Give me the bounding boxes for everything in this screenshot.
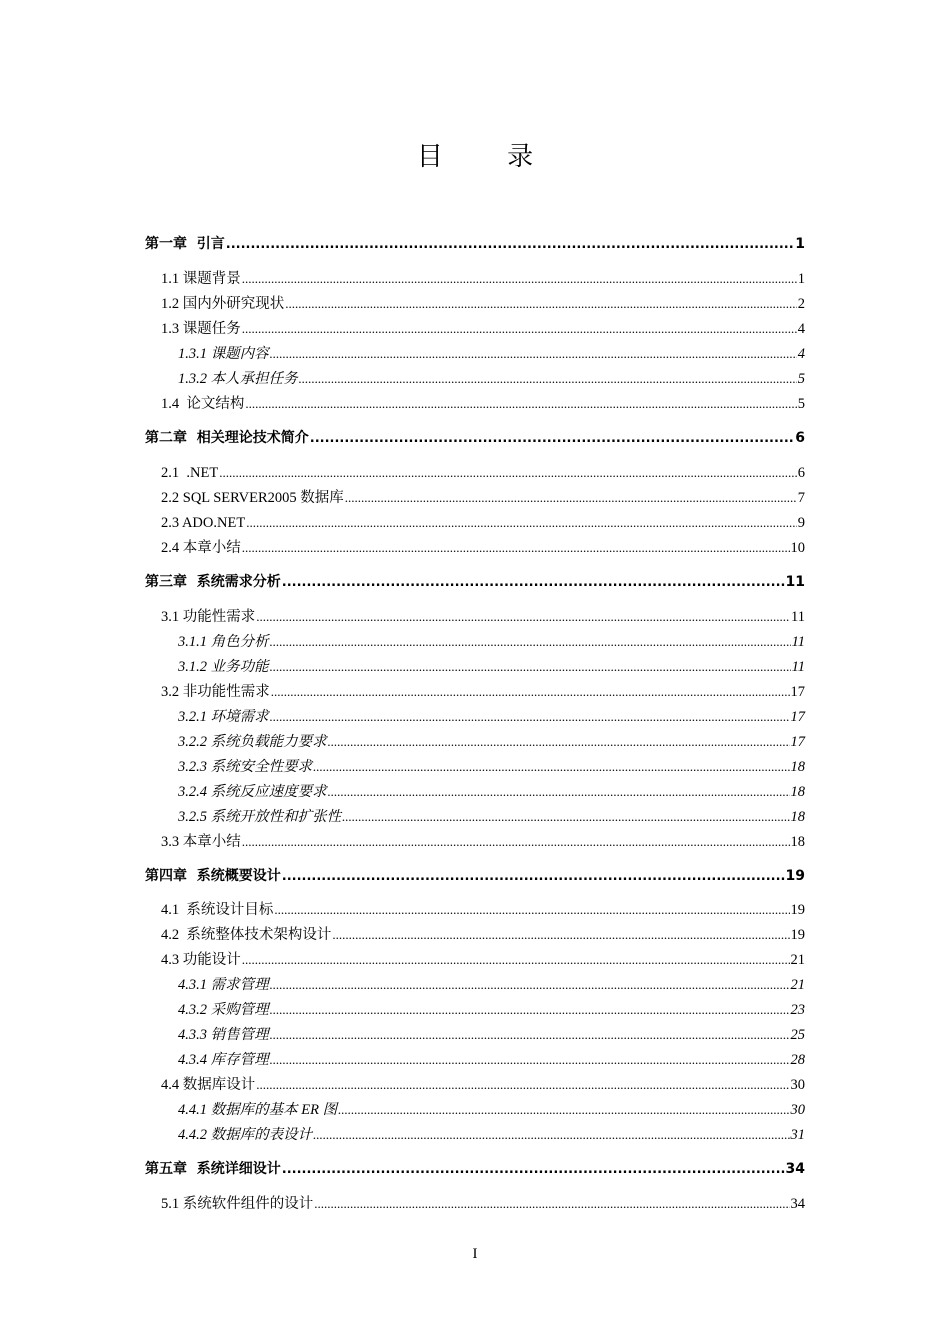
toc-entry-page: 9 [797,515,805,531]
toc-section-entry[interactable] [161,681,805,703]
toc-entry-page: 18 [790,759,805,775]
toc-leader-dots [270,631,791,653]
toc-subsection-entry[interactable] [178,731,805,753]
toc-leader-dots [242,831,790,853]
toc-entry-label: 3.2.5 系统开放性和扩张性 [178,809,342,825]
toc-subsection-entry[interactable] [178,1124,805,1146]
toc-leader-dots [245,393,796,415]
toc-leader-dots [271,681,790,703]
toc-section-entry[interactable] [161,949,805,971]
toc-entry-label: 2.2 SQL SERVER2005 数据库 [161,490,344,506]
toc-entry-page: 19 [790,927,805,943]
toc-subsection-entry[interactable] [178,631,805,653]
toc-section-entry[interactable] [161,393,805,415]
toc-entry-label: 1.3.1 课题内容 [178,346,269,362]
toc-entry-page: 1 [795,236,805,252]
toc-entry-page: 11 [791,659,805,675]
toc-chapter-entry[interactable] [145,1158,805,1180]
toc-entry-label: 1.3.2 本人承担任务 [178,371,298,387]
toc-entry-page: 30 [790,1077,805,1093]
toc-entry-page: 18 [790,834,805,850]
toc-leader-dots [282,572,785,594]
toc-leader-dots [338,1099,789,1121]
toc-entry-label: 3.2.3 系统安全性要求 [178,759,313,775]
toc-chapter-entry[interactable] [145,865,805,887]
toc-entry-label: 1.1 课题背景 [161,271,241,287]
toc-section-entry[interactable] [161,537,805,559]
toc-entry-label: 第四章 系统概要设计 [145,868,281,884]
toc-entry-page: 25 [790,1027,805,1043]
toc-entry-label: 2.3 ADO.NET [161,515,246,531]
toc-leader-dots [270,999,790,1021]
toc-entry-label: 3.3 本章小结 [161,834,241,850]
toc-leader-dots [270,1024,790,1046]
toc-leader-dots [313,1124,789,1146]
toc-entry-page: 11 [785,574,805,590]
toc-section-entry[interactable] [161,293,805,315]
toc-entry-page: 2 [797,296,805,312]
document-title: 目 录 [416,142,562,172]
toc-entry-page: 19 [785,868,805,884]
toc-leader-dots [226,234,795,256]
page-number: I [472,1246,478,1262]
toc-entry-page: 31 [790,1127,805,1143]
toc-entry-label: 4.3.2 采购管理 [178,1002,269,1018]
toc-subsection-entry[interactable] [178,974,805,996]
toc-entry-label: 3.2.4 系统反应速度要求 [178,784,327,800]
toc-entry-page: 11 [791,634,805,650]
toc-leader-dots [270,343,797,365]
toc-leader-dots [313,756,789,778]
toc-section-entry[interactable] [161,318,805,340]
toc-entry-page: 34 [785,1161,805,1177]
toc-leader-dots [242,949,790,971]
toc-entry-label: 2.4 本章小结 [161,540,241,556]
toc-entry-page: 17 [790,734,805,750]
toc-entry-page: 19 [790,902,805,918]
toc-subsection-entry[interactable] [178,656,805,678]
toc-subsection-entry[interactable] [178,1099,805,1121]
toc-entry-page: 17 [790,684,805,700]
toc-section-entry[interactable] [161,606,805,628]
toc-leader-dots [332,924,789,946]
toc-subsection-entry[interactable] [178,806,805,828]
toc-entry-label: 4.2 系统整体技术架构设计 [161,927,332,943]
toc-subsection-entry[interactable] [178,368,805,390]
toc-entry-page: 18 [790,809,805,825]
toc-leader-dots [282,1159,785,1181]
toc-entry-label: 3.2.2 系统负载能力要求 [178,734,327,750]
toc-entry-page: 23 [790,1002,805,1018]
toc-entry-page: 6 [797,465,805,481]
toc-subsection-entry[interactable] [178,1024,805,1046]
toc-leader-dots [219,462,797,484]
toc-entry-label: 3.1.2 业务功能 [178,659,269,675]
toc-leader-dots [246,512,797,534]
toc-subsection-entry[interactable] [178,1049,805,1071]
toc-entry-label: 4.3.4 库存管理 [178,1052,269,1068]
toc-entry-page: 7 [797,490,805,506]
toc-subsection-entry[interactable] [178,706,805,728]
toc-leader-dots [242,268,797,290]
toc-leader-dots [345,487,797,509]
toc-leader-dots [256,1074,789,1096]
toc-entry-label: 3.1.1 角色分析 [178,634,269,650]
toc-subsection-entry[interactable] [178,781,805,803]
toc-entry-label: 4.4.1 数据库的基本 ER 图 [178,1102,338,1118]
toc-leader-dots [282,866,785,888]
toc-entry-label: 5.1 系统软件组件的设计 [161,1196,314,1212]
toc-entry-label: 1.4 论文结构 [161,396,245,412]
toc-entry-page: 17 [790,709,805,725]
toc-entry-label: 2.1 .NET [161,465,219,481]
toc-entry-label: 第三章 系统需求分析 [145,574,281,590]
toc-section-entry[interactable] [161,462,805,484]
toc-leader-dots [270,974,790,996]
toc-entry-page: 18 [790,784,805,800]
toc-section-entry[interactable] [161,1074,805,1096]
toc-section-entry[interactable] [161,924,805,946]
toc-entry-page: 1 [797,271,805,287]
toc-section-entry[interactable] [161,899,805,921]
toc-chapter-entry[interactable] [145,571,805,593]
toc-entry-page: 21 [790,977,805,993]
toc-chapter-entry[interactable] [145,427,805,449]
toc-entry-page: 21 [790,952,805,968]
toc-entry-page: 4 [797,346,805,362]
toc-section-entry[interactable] [161,831,805,853]
toc-entry-page: 28 [790,1052,805,1068]
toc-leader-dots [270,1049,790,1071]
toc-section-entry[interactable] [161,487,805,509]
toc-entry-page: 10 [790,540,805,556]
toc-section-entry[interactable] [161,512,805,534]
toc-leader-dots [256,606,790,628]
toc-entry-page: 4 [797,321,805,337]
toc-subsection-entry[interactable] [178,343,805,365]
toc-leader-dots [274,899,789,921]
toc-leader-dots [328,731,790,753]
toc-entry-label: 4.3.3 销售管理 [178,1027,269,1043]
toc-subsection-entry[interactable] [178,756,805,778]
toc-entry-label: 3.2.1 环境需求 [178,709,269,725]
toc-leader-dots [242,318,797,340]
toc-entry-page: 5 [797,396,805,412]
toc-entry-label: 4.3 功能设计 [161,952,241,968]
toc-leader-dots [342,806,789,828]
toc-entry-page: 5 [797,371,805,387]
toc-entry-label: 3.2 非功能性需求 [161,684,270,700]
toc-entry-label: 4.3.1 需求管理 [178,977,269,993]
toc-entry-label: 4.1 系统设计目标 [161,902,274,918]
toc-entry-page: 11 [791,609,805,625]
toc-entry-label: 第二章 相关理论技术简介 [145,430,309,446]
toc-entry-page: 34 [790,1196,805,1212]
toc-leader-dots [285,293,797,315]
toc-leader-dots [242,537,790,559]
toc-entry-label: 第一章 引言 [145,236,225,252]
toc-entry-label: 第五章 系统详细设计 [145,1161,281,1177]
toc-entry-page: 6 [795,430,805,446]
toc-leader-dots [270,706,790,728]
toc-leader-dots [328,781,790,803]
toc-entry-label: 4.4 数据库设计 [161,1077,256,1093]
toc-leader-dots [314,1193,789,1215]
toc-entry-label: 4.4.2 数据库的表设计 [178,1127,313,1143]
toc-leader-dots [270,656,791,678]
toc-leader-dots [310,428,795,450]
toc-section-entry[interactable] [161,1193,805,1215]
toc-section-entry[interactable] [161,268,805,290]
toc-entry-label: 1.2 国内外研究现状 [161,296,285,312]
toc-subsection-entry[interactable] [178,999,805,1021]
toc-entry-label: 1.3 课题任务 [161,321,241,337]
toc-entry-page: 30 [790,1102,805,1118]
toc-leader-dots [299,368,797,390]
toc-entry-label: 3.1 功能性需求 [161,609,256,625]
toc-chapter-entry[interactable] [145,233,805,255]
